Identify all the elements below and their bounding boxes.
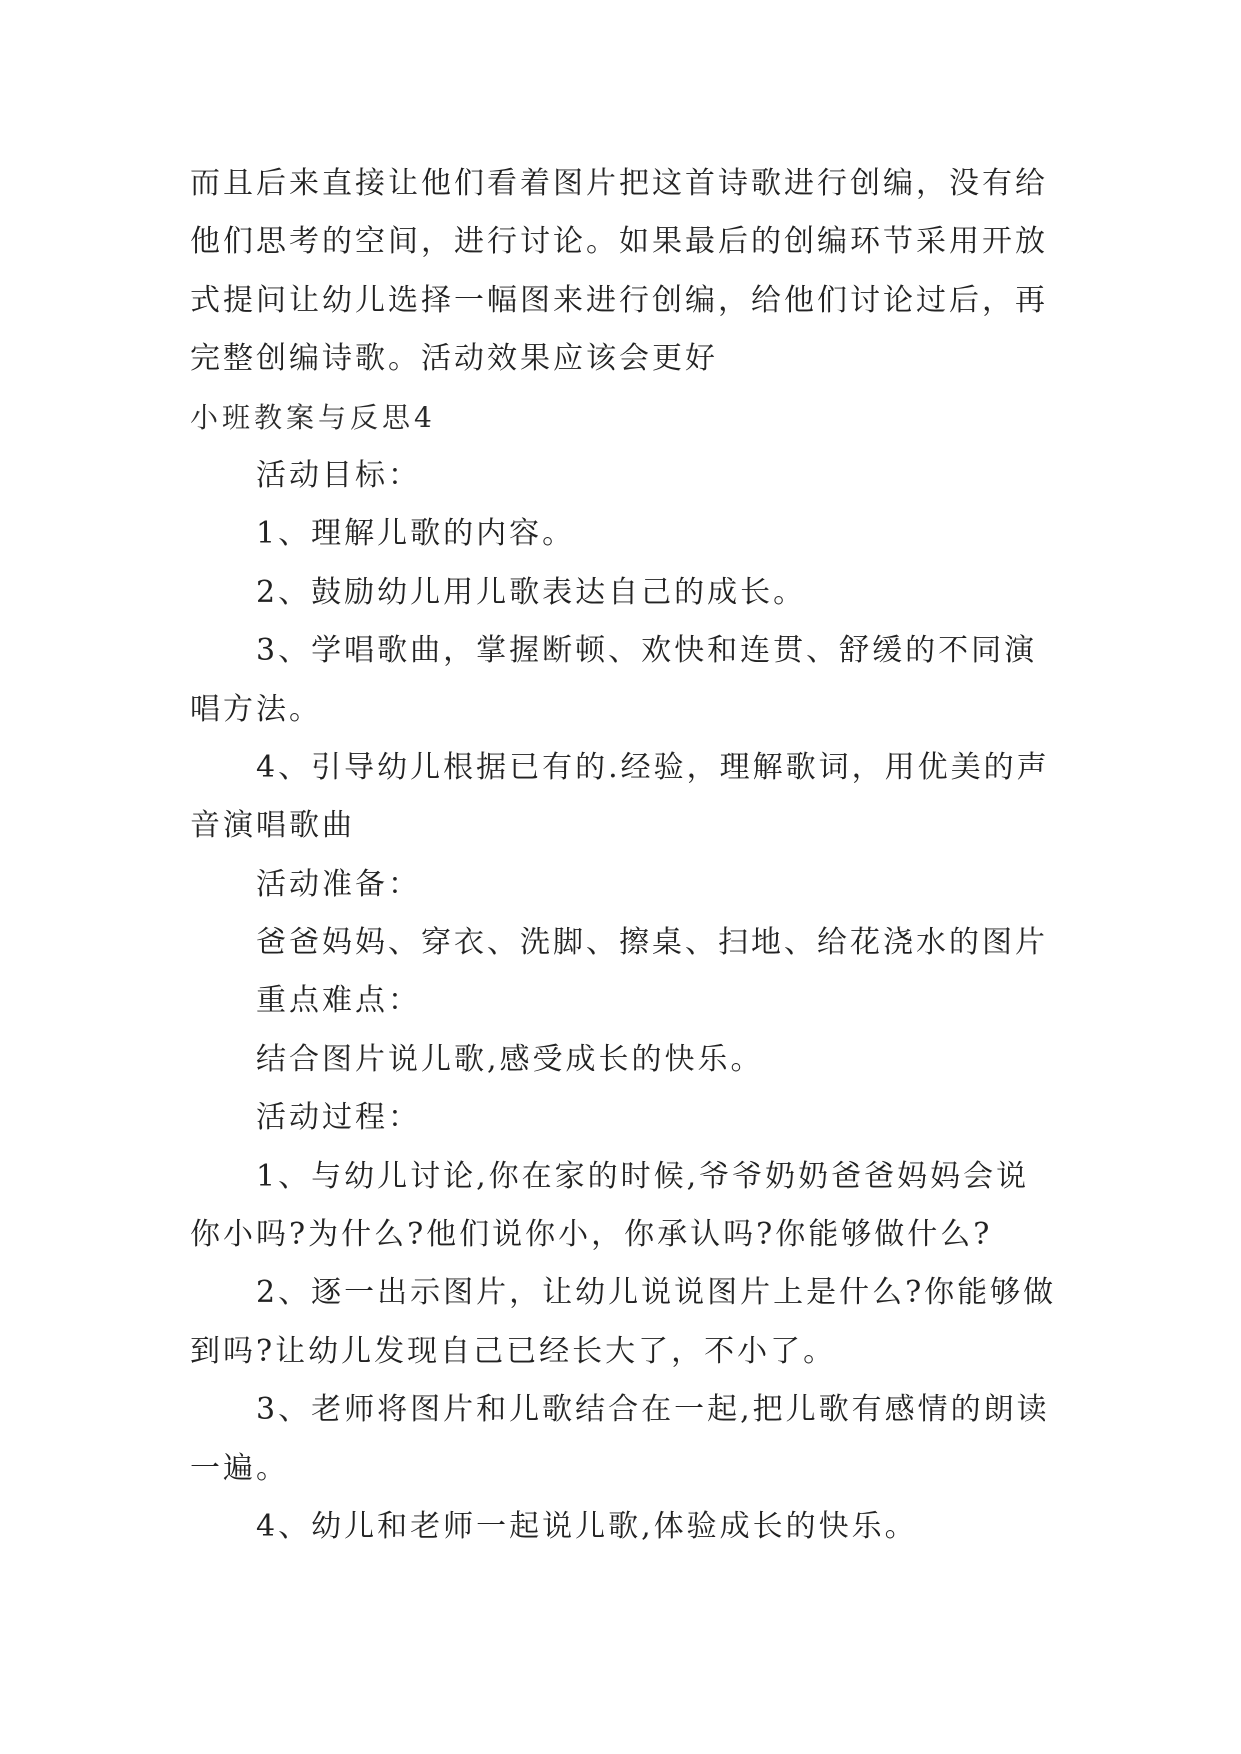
process-step-line: 3、老师将图片和儿歌结合在一起,把儿歌有感情的朗读 — [256, 1392, 1050, 1428]
goal-item-line: 1、理解儿歌的内容。 — [256, 516, 576, 552]
goal-item-line: 4、引导幼儿根据已有的.经验，理解歌词，用优美的声 — [256, 749, 1050, 785]
preparation-text: 爸爸妈妈、穿衣、洗脚、擦桌、扫地、给花浇水的图片 — [256, 925, 1048, 961]
process-step-continuation: 到吗?让幼儿发现自己已经长大了，不小了。 — [190, 1333, 837, 1369]
process-step-line: 2、逐一出示图片，让幼儿说说图片上是什么?你能够做 — [256, 1275, 1057, 1311]
document-body — [190, 155, 1070, 1556]
process-step-continuation: 一遍。 — [190, 1450, 289, 1486]
process-step-line: 4、幼儿和老师一起说儿歌,体验成长的快乐。 — [256, 1508, 918, 1544]
process-step-line: 1、与幼儿讨论,你在家的时候,爷爷奶奶爸爸妈妈会说 — [256, 1158, 1030, 1194]
goal-item-continuation: 音演唱歌曲 — [190, 808, 355, 844]
paragraph-line: 他们思考的空间，进行讨论。如果最后的创编环节采用开放 — [190, 224, 1048, 260]
paragraph-line: 完整创编诗歌。活动效果应该会更好 — [190, 341, 718, 377]
preparation-heading: 活动准备： — [256, 866, 421, 902]
goals-heading: 活动目标： — [256, 457, 421, 493]
paragraph-line: 而且后来直接让他们看着图片把这首诗歌进行创编，没有给 — [190, 166, 1048, 201]
key-points-heading: 重点难点： — [256, 983, 421, 1019]
goal-item-continuation: 唱方法。 — [190, 691, 322, 727]
goal-item-line: 2、鼓励幼儿用儿歌表达自己的成长。 — [256, 574, 807, 610]
process-step-continuation: 你小吗?为什么?他们说你小，你承认吗?你能够做什么? — [190, 1217, 993, 1253]
section-title: 小班教案与反思4 — [190, 400, 436, 434]
goal-item-line: 3、学唱歌曲，掌握断顿、欢快和连贯、舒缓的不同演 — [256, 633, 1038, 669]
paragraph-line: 式提问让幼儿选择一幅图来进行创编，给他们讨论过后，再 — [190, 282, 1048, 318]
process-heading: 活动过程： — [256, 1100, 421, 1136]
key-points-text: 结合图片说儿歌,感受成长的快乐。 — [256, 1041, 764, 1077]
